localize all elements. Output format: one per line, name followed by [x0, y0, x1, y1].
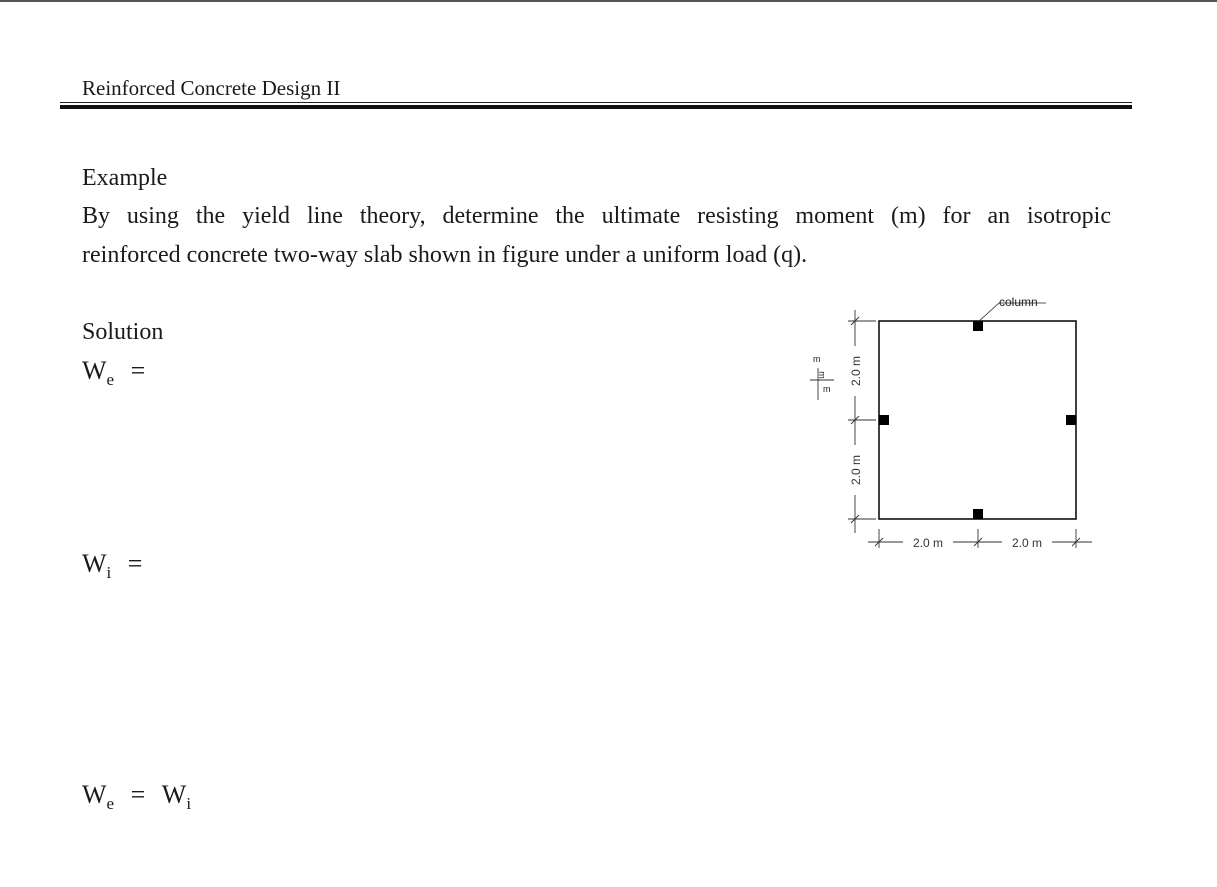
we-equals-wi-equation: $W_e = W_i$ — [82, 780, 192, 813]
left-dimension — [848, 310, 876, 533]
header-title: Reinforced Concrete Design II — [82, 76, 341, 100]
dim-left-top: 2.0 m — [849, 355, 863, 387]
header-rule — [60, 102, 1132, 109]
legend-m-bottom: m — [823, 384, 831, 394]
top-border — [0, 0, 1217, 2]
legend-m-top: m — [813, 354, 821, 364]
we-equation: $W_e$ = — [82, 356, 146, 389]
wi-equation: $W_i$ = — [82, 549, 143, 582]
dim-left-bottom: 2.0 m — [849, 454, 863, 486]
slab-outline — [879, 321, 1076, 519]
slab-figure — [800, 286, 1110, 561]
column-right — [1066, 415, 1076, 425]
column-label: column — [999, 295, 1038, 309]
solution-heading: Solution — [82, 319, 164, 345]
dim-bottom-right: 2.0 m — [1011, 536, 1043, 550]
bottom-dimension — [868, 529, 1092, 548]
example-heading: Example — [82, 165, 168, 191]
problem-line-2: reinforced concrete two-way slab shown in figure under a uniform load (q). — [82, 242, 808, 268]
column-bottom — [973, 509, 983, 519]
column-leader — [978, 303, 999, 322]
column-top — [973, 321, 983, 331]
legend-m-rotated: m — [817, 371, 827, 379]
problem-line-1: By using the yield line theory, determine the ultimate resisting moment (m) for an isotropic — [82, 203, 1111, 229]
column-left — [879, 415, 889, 425]
dim-bottom-left: 2.0 m — [912, 536, 944, 550]
